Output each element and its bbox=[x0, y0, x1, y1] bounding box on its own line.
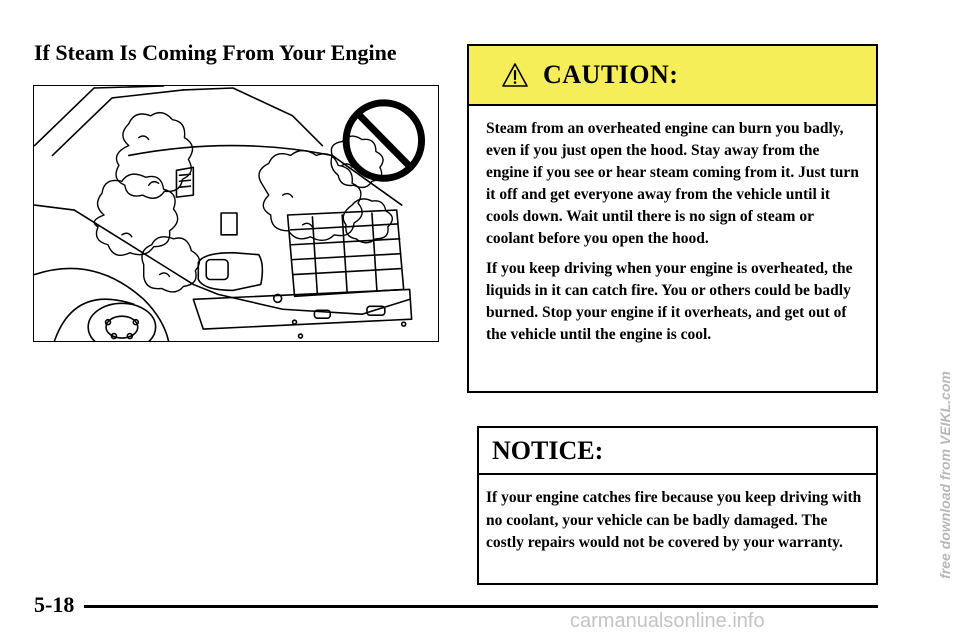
caution-body bbox=[469, 106, 876, 346]
side-watermark-text: free download from VEIKL.com bbox=[937, 371, 953, 579]
steam-cloud bbox=[94, 113, 199, 292]
side-watermark bbox=[925, 340, 960, 610]
caution-paragraph: If you keep driving when your engine is overheated, the liquids in it can catch fire. You or others could be badly burned. Stop your engine if it overheats, and get out of the vehicle until the engine is cool. bbox=[486, 260, 853, 343]
notice-body: If your engine catches fire because you keep driving with no coolant, your vehicle can be badly damaged. The costly repairs would not be covered by your warranty. bbox=[486, 489, 862, 551]
caution-header bbox=[469, 46, 876, 106]
caution-title: CAUTION: bbox=[543, 60, 679, 89]
prohibition-icon bbox=[346, 103, 421, 178]
section-title: If Steam Is Coming From Your Engine bbox=[34, 40, 397, 65]
page-number: 5-18 bbox=[34, 592, 75, 617]
truck-illustration bbox=[33, 85, 439, 342]
footer-rule bbox=[84, 605, 878, 608]
notice-box bbox=[477, 426, 878, 585]
notice-header bbox=[479, 428, 876, 475]
bottom-watermark: carmanualsonline.info bbox=[570, 610, 765, 632]
warning-triangle-icon bbox=[501, 62, 529, 88]
notice-title: NOTICE: bbox=[492, 435, 604, 465]
caution-box bbox=[467, 44, 878, 393]
caution-paragraph: Steam from an overheated engine can burn you badly, even if you just open the hood. Stay away from the engine if you see or hear steam coming from it. Just turn it off and get everyone away from the vehicle until it cools down. Wait until there is no sign of steam or coolant before you open the hood. bbox=[486, 120, 859, 247]
